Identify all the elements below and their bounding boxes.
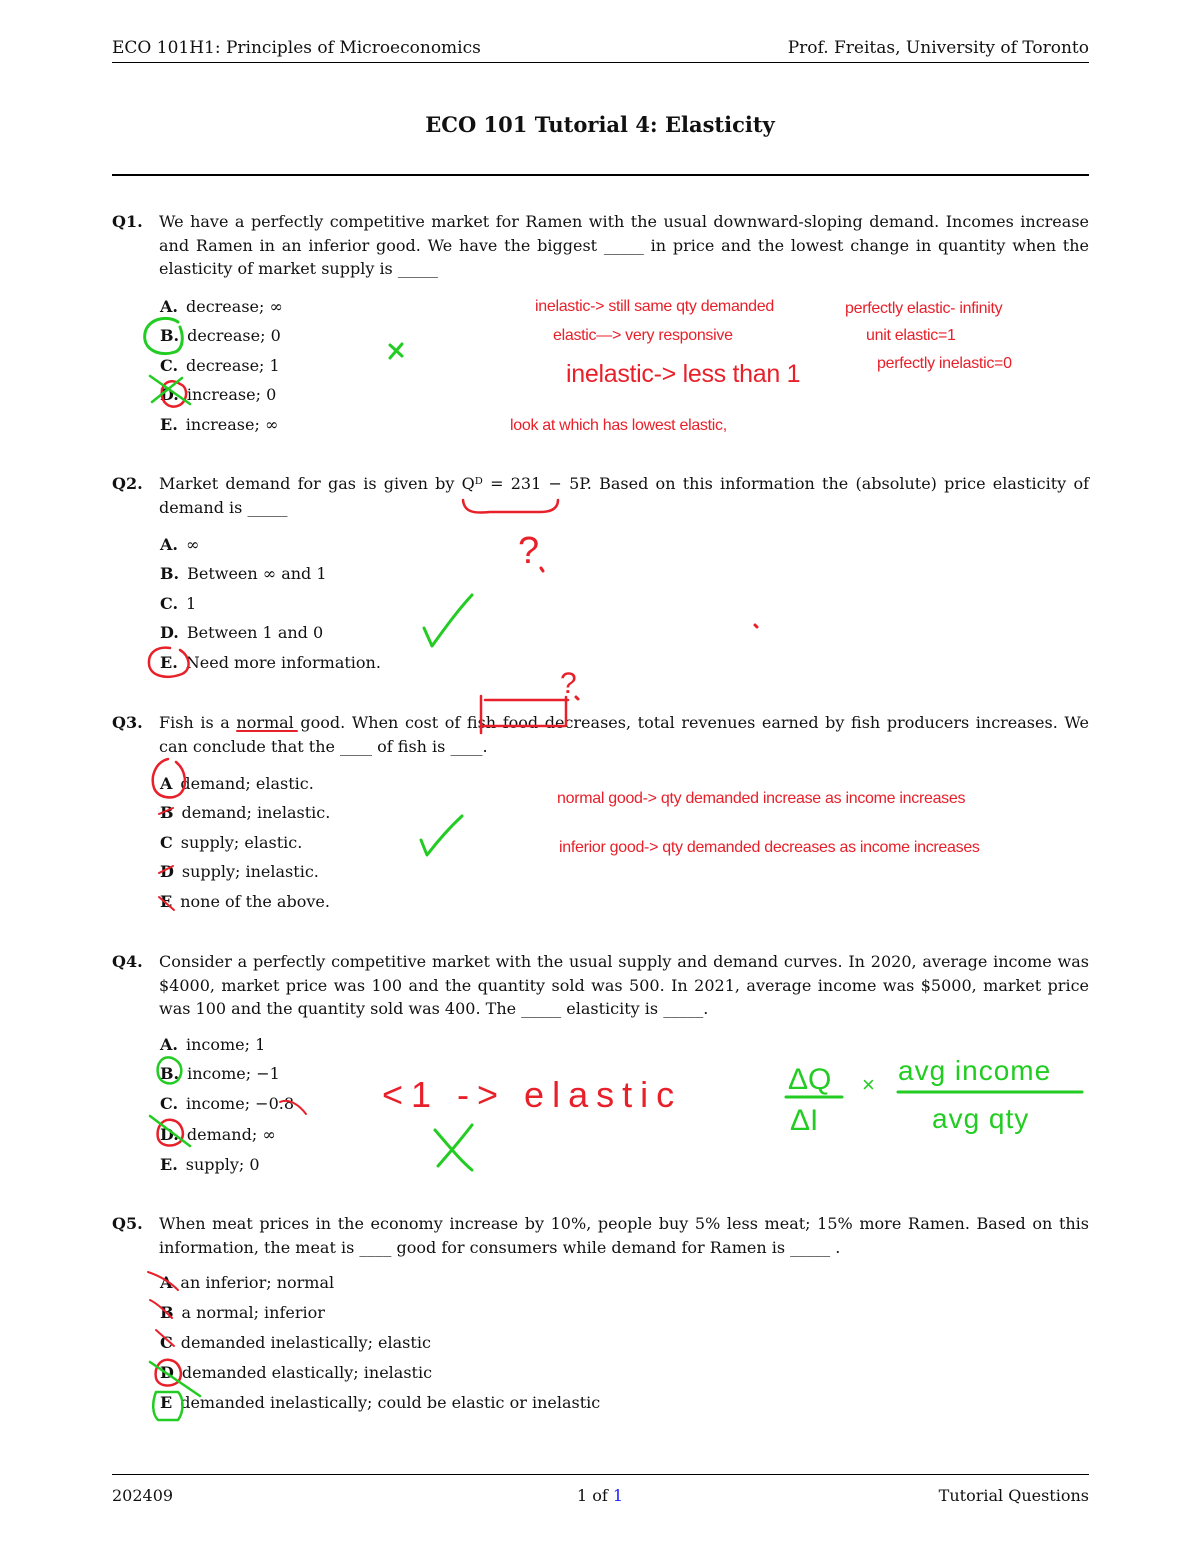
green-x-mark [435, 1125, 472, 1170]
option-label: A. [160, 1035, 178, 1054]
q1-option-c [160, 356, 280, 375]
question-text: Consider a perfectly competitive market with the usual supply and demand curves. In 2020, average income was $4000, market price was 100 and the quantity sold was 500. In 2021, average income was $5000, market price was 100 and the quantity sold was 400. The _____ elasticity is _____. [159, 952, 1089, 1018]
title-rule [112, 174, 1089, 176]
footer-rule [112, 1474, 1089, 1475]
q5-option-e [160, 1393, 600, 1412]
option-text: supply; 0 [185, 1155, 260, 1174]
option-text: supply; inelastic. [181, 862, 319, 881]
green-check-mark [424, 595, 472, 646]
option-text: an inferior; normal [180, 1273, 335, 1292]
q2-option-d [160, 623, 323, 642]
question-5 [112, 1212, 1089, 1259]
q1-option-d [160, 385, 276, 404]
option-text: 1 [186, 594, 197, 613]
question-3 [112, 711, 1089, 758]
handwritten-note: <1 -> elastic [382, 1074, 683, 1115]
handwritten-note: ΔI [790, 1104, 819, 1137]
option-label: D. [160, 1125, 179, 1144]
handwritten-note: ΔQ [788, 1063, 832, 1096]
option-label: C [160, 1333, 173, 1352]
q5-option-a [160, 1273, 334, 1292]
option-label: D. [160, 385, 179, 404]
red-dot-mark [576, 697, 578, 699]
q5-option-c [160, 1333, 431, 1352]
option-text: demanded inelastically; elastic [180, 1333, 431, 1352]
total-pages-link[interactable]: 1 [612, 1486, 624, 1505]
handwritten-note: avg qty [932, 1103, 1030, 1134]
page-title: ECO 101 Tutorial 4: Elasticity [425, 112, 775, 137]
option-text: increase; 0 [186, 385, 277, 404]
annotation-note: inferior good-> qty demanded decreases as income increases [559, 839, 980, 856]
question-text: We have a perfectly competitive market for Ramen with the usual downward-sloping demand. Incomes increase and Ramen in an inferior good. We have the biggest _____ in price and the lowest change in quantity when the elasticity of market supply is _____ [159, 212, 1089, 278]
option-label: C [160, 833, 173, 852]
footer-date: 202409 [112, 1486, 174, 1505]
q4-option-b [160, 1064, 280, 1083]
option-label: B. [160, 1064, 180, 1083]
option-text: demanded elastically; inelastic [181, 1363, 433, 1382]
annotation-note: inelastic-> less than 1 [566, 360, 801, 388]
question-text: Market demand for gas is given by Qᴰ = 231 − 5P. Based on this information the (absolute) price elasticity of demand is _____ [159, 474, 1089, 517]
q2-option-c [160, 594, 196, 613]
option-label: C. [160, 356, 179, 375]
option-label: C. [160, 594, 179, 613]
option-text: demanded inelastically; could be elastic or inelastic [180, 1393, 601, 1412]
option-label: A [160, 774, 173, 793]
option-text: Need more information. [185, 653, 381, 672]
question-number: Q2. [112, 474, 143, 493]
q4-option-c [160, 1094, 294, 1113]
q3-option-e [160, 892, 330, 911]
option-text: a normal; inferior [181, 1303, 325, 1322]
q5-option-b [160, 1303, 325, 1322]
question-number: Q5. [112, 1214, 143, 1233]
q4-option-a [160, 1035, 265, 1054]
option-label: E [160, 1393, 173, 1412]
option-text: increase; ∞ [185, 415, 279, 434]
question-number: Q4. [112, 952, 143, 971]
question-1 [112, 210, 1089, 281]
question-4 [112, 950, 1089, 1021]
page-number-label: 1 of [576, 1486, 608, 1505]
option-text: decrease; ∞ [185, 297, 283, 316]
option-label: A. [160, 297, 178, 316]
option-label: B [160, 803, 174, 822]
header-rule [112, 62, 1089, 63]
question-text: Fish is a normal good. When cost of fish food decreases, total revenues earned by fish producers increases. We can conclude that the ____ of fish is ____. [159, 713, 1089, 756]
handwritten-note: avg income [898, 1055, 1052, 1086]
option-text: income; −1 [187, 1064, 280, 1083]
green-check-mark [421, 816, 462, 855]
option-label: E. [160, 415, 178, 434]
q3-option-a [160, 774, 314, 793]
q4-option-d [160, 1125, 276, 1144]
question-2 [112, 472, 1089, 519]
option-text: ∞ [185, 535, 200, 554]
option-label: A [160, 1273, 173, 1292]
annotation-note: perfectly inelastic=0 [877, 355, 1012, 372]
option-text: decrease; 0 [187, 326, 281, 345]
q2-option-b [160, 564, 327, 583]
question-mark-note: ? [518, 530, 540, 572]
annotation-note: inelastic-> still same qty demanded [535, 298, 774, 315]
annotation-note: perfectly elastic- infinity [845, 300, 1003, 317]
option-label: D [160, 1363, 174, 1382]
option-text: none of the above. [180, 892, 330, 911]
q3-option-b [160, 803, 330, 822]
annotation-note: look at which has lowest elastic, [510, 417, 727, 434]
q4-option-e [160, 1155, 260, 1174]
option-text: demand; inelastic. [181, 803, 331, 822]
question-number: Q1. [112, 212, 143, 231]
handwritten-note: × [862, 1072, 875, 1097]
q5-option-d [160, 1363, 432, 1382]
option-label: D. [160, 623, 179, 642]
option-label: D [160, 862, 174, 881]
option-text: income; −0.8 [186, 1094, 295, 1113]
option-text: decrease; 1 [186, 356, 280, 375]
option-text: income; 1 [185, 1035, 266, 1054]
red-dot-mark [541, 568, 543, 571]
header-instructor: Prof. Freitas, University of Toronto [787, 38, 1089, 58]
annotation-note: unit elastic=1 [866, 327, 956, 344]
option-label: C. [160, 1094, 179, 1113]
option-text: Between 1 and 0 [186, 623, 324, 642]
q1-option-a [160, 297, 283, 316]
q2-option-a [160, 535, 199, 554]
red-dot-mark [755, 625, 757, 627]
annotation-note: elastic—> very responsive [553, 327, 733, 344]
option-label: B [160, 1303, 174, 1322]
green-x-mark [390, 344, 402, 358]
q2-option-e [160, 653, 381, 672]
option-label: B. [160, 326, 180, 345]
q3-option-d [160, 862, 319, 881]
option-text: Between ∞ and 1 [187, 564, 327, 583]
option-label: E. [160, 653, 178, 672]
q3-option-c [160, 833, 302, 852]
option-text: demand; elastic. [180, 774, 314, 793]
question-number: Q3. [112, 713, 143, 732]
option-label: A. [160, 535, 178, 554]
option-text: demand; ∞ [186, 1125, 276, 1144]
q1-option-b [160, 326, 281, 345]
annotation-note: normal good-> qty demanded increase as income increases [557, 790, 966, 807]
q1-option-e [160, 415, 278, 434]
header-course: ECO 101H1: Principles of Microeconomics [112, 38, 481, 58]
footer-section: Tutorial Questions [938, 1486, 1089, 1505]
option-label: E. [160, 1155, 178, 1174]
option-label: B. [160, 564, 180, 583]
question-mark-note: ? [560, 667, 577, 700]
question-text: When meat prices in the economy increase by 10%, people buy 5% less meat; 15% more Ramen. Based on this information, the meat is ____ good for consumers while demand for Ramen is _____ . [159, 1214, 1089, 1257]
option-label: E [160, 892, 173, 911]
option-text: supply; elastic. [180, 833, 303, 852]
